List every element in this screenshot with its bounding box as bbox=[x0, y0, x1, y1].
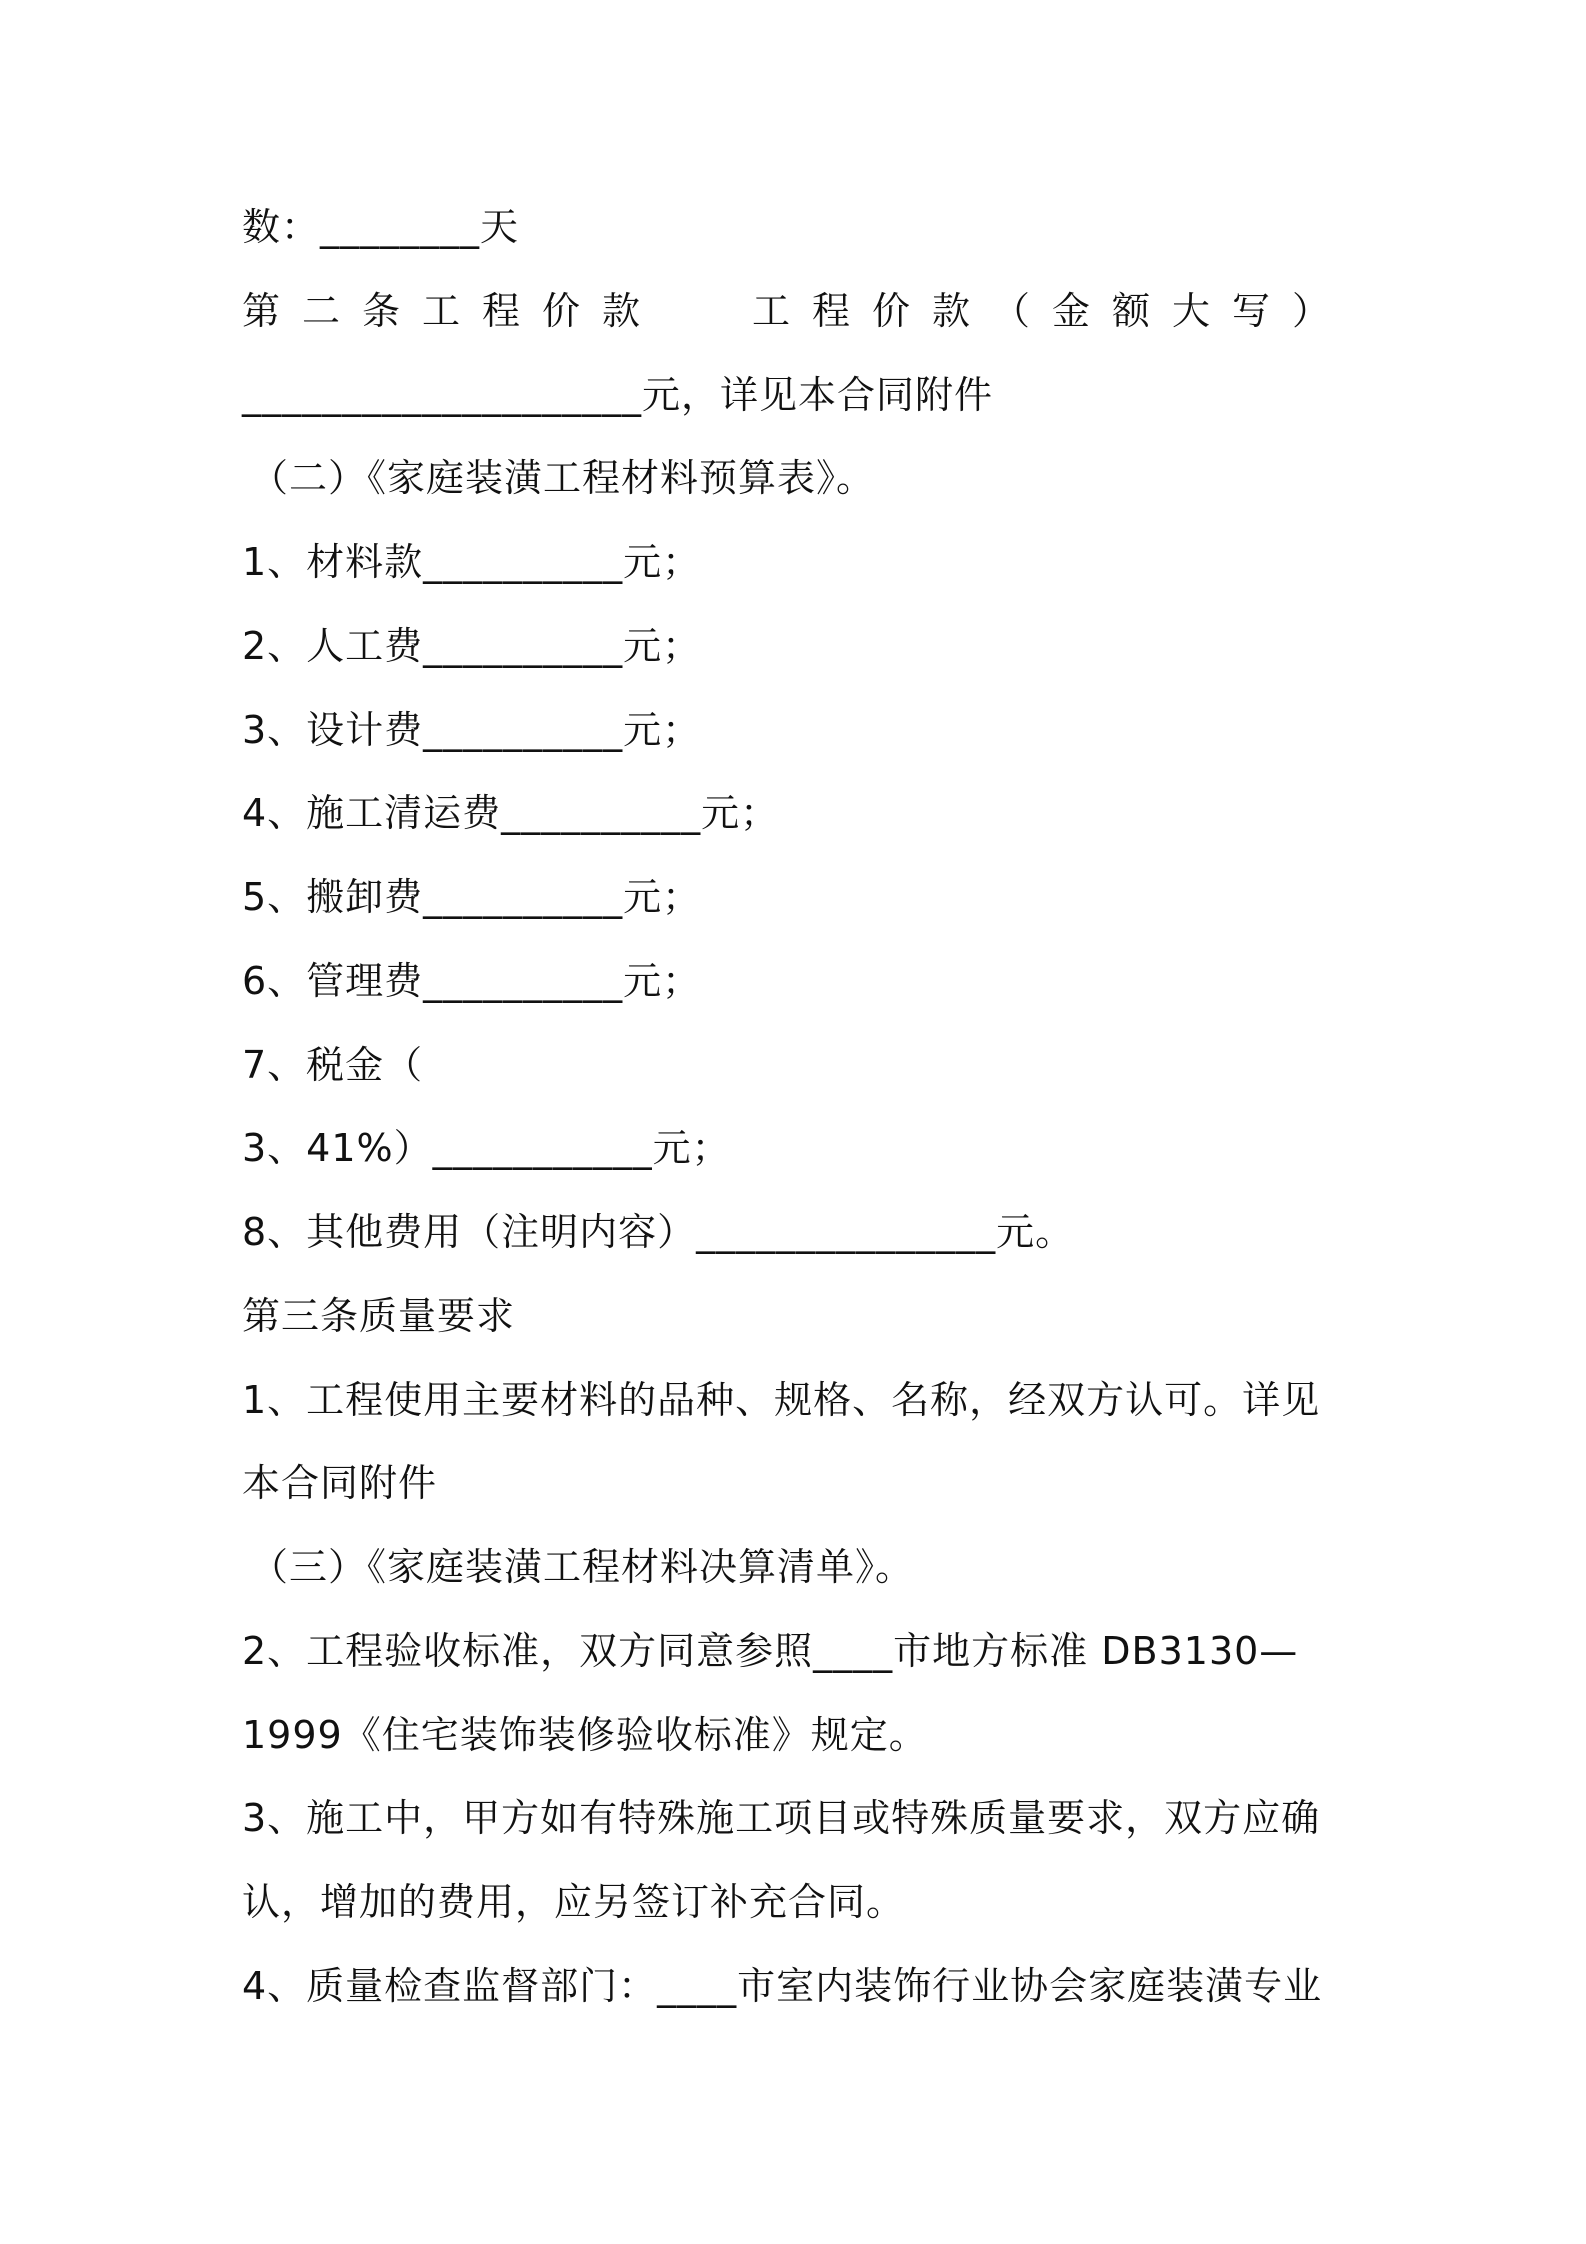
other-fee-line: 8、其他费用（注明内容）_______________元。 bbox=[242, 1210, 1075, 1254]
quality-item-one-line2: 本合同附件 bbox=[242, 1461, 438, 1505]
design-fee-line: 3、设计费__________元； bbox=[242, 708, 702, 752]
article-two-heading bbox=[242, 286, 1352, 336]
attachment-three-line: （三）《家庭装潢工程材料决算清单》。 bbox=[250, 1545, 915, 1589]
tax-line: 7、税金（ bbox=[242, 1043, 424, 1087]
price-amount-line: ____________________元，详见本合同附件 bbox=[242, 373, 994, 417]
quality-item-three-line1: 3、施工中，甲方如有特殊施工项目或特殊质量要求，双方应确 bbox=[242, 1796, 1321, 1840]
article-two-title: 第二条工程价款 bbox=[242, 289, 663, 333]
quality-item-one-line1: 1、工程使用主要材料的品种、规格、名称，经双方认可。详见 bbox=[242, 1378, 1321, 1422]
handling-fee-line: 5、搬卸费__________元； bbox=[242, 875, 702, 919]
attachment-two-line: （二）《家庭装潢工程材料预算表》。 bbox=[250, 456, 876, 500]
construction-days-line: 数：________天 bbox=[242, 205, 520, 249]
quality-item-two-line2: 1999《住宅装饰装修验收标准》规定。 bbox=[242, 1713, 928, 1757]
material-fee-line: 1、材料款__________元； bbox=[242, 540, 702, 584]
tax-rate-line: 3、41%）___________元； bbox=[242, 1126, 731, 1170]
quality-item-four-line1: 4、质量检查监督部门：____市室内装饰行业协会家庭装潢专业 bbox=[242, 1964, 1323, 2008]
quality-item-three-line2: 认，增加的费用，应另签订补充合同。 bbox=[242, 1880, 906, 1924]
management-fee-line: 6、管理费__________元； bbox=[242, 959, 702, 1003]
quality-item-two-line1: 2、工程验收标准，双方同意参照____市地方标准 DB3130— bbox=[242, 1629, 1299, 1673]
labor-fee-line: 2、人工费__________元； bbox=[242, 624, 702, 668]
cleanup-fee-line: 4、施工清运费__________元； bbox=[242, 791, 780, 835]
article-three-heading: 第三条质量要求 bbox=[242, 1294, 516, 1338]
price-amount-label: 工程价款（金额大写） bbox=[752, 289, 1353, 333]
